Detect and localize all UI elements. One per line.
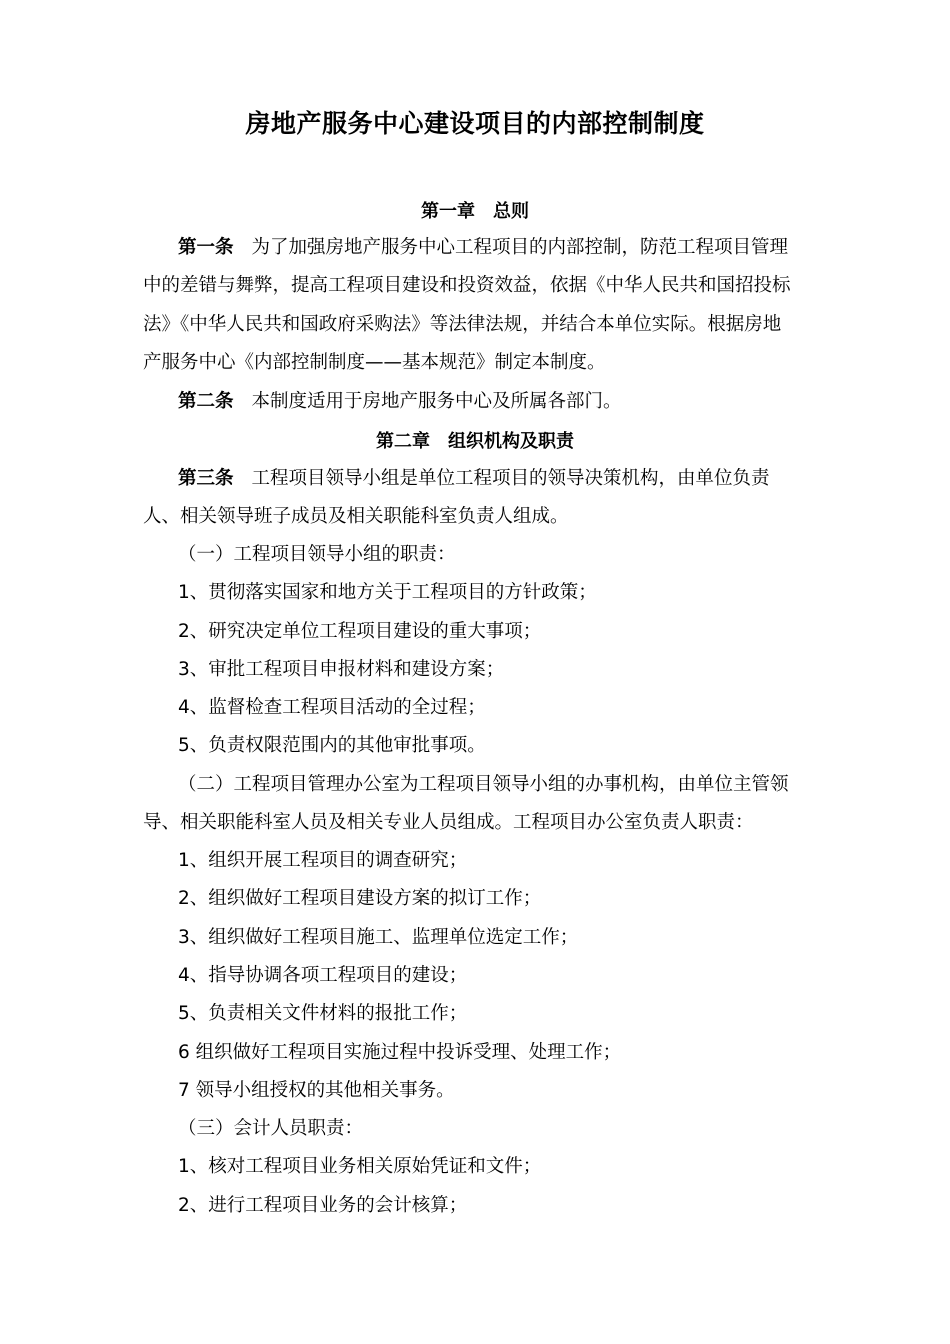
section-2-line-1: （二）工程项目管理办公室为工程项目领导小组的办事机构，由单位主管领 (178, 774, 789, 795)
article-1-line-1 (178, 234, 788, 262)
article-2-text-1: 本制度适用于房地产服务中心及所属各部门。 (251, 391, 622, 412)
section-1-item: 5、负责权限范围内的其他审批事项。 (178, 735, 486, 756)
section-2-item: 6 组织做好工程项目实施过程中投诉受理、处理工作； (178, 1042, 622, 1063)
article-3-line-2: 人、相关领导班子成员及相关职能科室负责人组成。 (143, 506, 569, 527)
article-3-line-1 (178, 465, 770, 493)
chapter-1-name: 总则 (493, 201, 529, 222)
section-2-item: 7 领导小组授权的其他相关事务。 (178, 1080, 455, 1101)
article-1-line-3: 法》《中华人民共和国政府采购法》等法律法规，并结合本单位实际。根据房地 (143, 314, 782, 335)
chapter-2-number: 第二章 (376, 431, 430, 452)
article-2-label: 第二条 (178, 391, 234, 412)
section-1-item: 2、研究决定单位工程项目建设的重大事项； (178, 621, 542, 642)
article-1-label: 第一条 (178, 237, 234, 258)
section-2-item: 4、指导协调各项工程项目的建设； (178, 965, 468, 986)
section-1-item: 4、监督检查工程项目活动的全过程； (178, 697, 486, 718)
section-2-item: 5、负责相关文件材料的报批工作； (178, 1003, 468, 1024)
chapter-1-number: 第一章 (421, 201, 475, 222)
section-2-item: 3、组织做好工程项目施工、监理单位选定工作； (178, 927, 579, 948)
chapter-2-heading (0, 427, 950, 453)
section-1-heading: （一）工程项目领导小组的职责： (178, 544, 456, 565)
section-2-item: 1、组织开展工程项目的调查研究； (178, 850, 468, 871)
section-1-item: 1、贯彻落实国家和地方关于工程项目的方针政策； (178, 582, 597, 603)
section-3-item: 2、进行工程项目业务的会计核算； (178, 1195, 468, 1216)
article-1-line-2: 中的差错与舞弊，提高工程项目建设和投资效益，依据《中华人民共和国招投标 (143, 275, 791, 296)
section-1-item: 3、审批工程项目申报材料和建设方案； (178, 659, 505, 680)
section-2-line-2: 导、相关职能科室人员及相关专业人员组成。工程项目办公室负责人职责： (143, 812, 754, 833)
article-3-label: 第三条 (178, 468, 234, 489)
article-1-text-1: 为了加强房地产服务中心工程项目的内部控制，防范工程项目管理 (251, 237, 789, 258)
chapter-2-name: 组织机构及职责 (448, 431, 574, 452)
article-1-line-4: 产服务中心《内部控制制度——基本规范》制定本制度。 (143, 352, 606, 373)
document-title: 房地产服务中心建设项目的内部控制制度 (245, 109, 705, 138)
section-2-item: 2、组织做好工程项目建设方案的拟订工作； (178, 888, 542, 909)
section-3-heading: （三）会计人员职责： (178, 1118, 364, 1139)
article-2-line-1 (178, 388, 622, 416)
section-3-item: 1、核对工程项目业务相关原始凭证和文件； (178, 1156, 542, 1177)
chapter-1-heading (0, 197, 950, 223)
article-3-text-1: 工程项目领导小组是单位工程项目的领导决策机构，由单位负责 (251, 468, 770, 489)
